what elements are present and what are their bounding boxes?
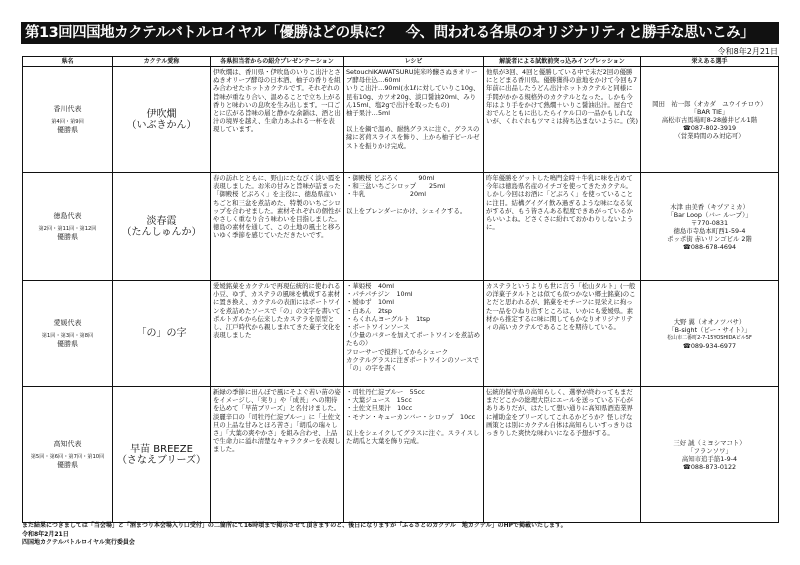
bartender-line: 松山市二番町2-7-15YOSHIDAビル5F	[667, 334, 752, 341]
champion-label: 優勝県	[57, 126, 78, 134]
cocktail-name: 伊吹燗	[146, 108, 177, 120]
champion-label: 優勝県	[57, 461, 78, 469]
presentation-cell: 新緑の季節に田んぼで風にそよぐ若い苗の姿をイメージし、「実り」や「成長」への期待を込めて「早苗ブリーズ」と名付けました。淡麗辛口の「司牡丹仁淀ブルー」に「土佐文旦の上品な甘みとほろ苦さ」「胡瓜の瑞々しさ」「大葉の爽やかさ」を組み合わせ、上品で生命力に溢れ清楚なキャラクターを表現しました。	[211, 387, 344, 523]
cocktail-name: 淡春霞	[146, 215, 177, 227]
recipe-cell	[344, 281, 484, 387]
bartender-line: 岡田 祐一郎（オカダ ユウイチロウ）	[652, 99, 767, 108]
document-date: 令和8年2月21日	[717, 47, 778, 56]
impression-cell: 他県が3回、4回と優勝している中で未だ2回の優勝にとどまる香川県。優勝獲得の意地をかけて今回も7年前に出品したうどん出汁ホットカクテルと同様に手間がかかる規格外のカクテルとなった。しかも今年はより手をかけて熱燗＋いりこ醤油出汁。屋台でおでんとともに出したらイケル口の一品かもしれないが、くれぐれもツマミは持ち込まないように。(笑)	[484, 67, 641, 173]
table-row	[23, 67, 779, 173]
recipe-line	[346, 199, 481, 207]
bartender-line: 「B-sight（ビー・サイト）」	[668, 325, 751, 334]
champion-label: 優勝県	[57, 233, 78, 241]
bartender-line: ☎088-678-4694	[682, 242, 737, 251]
recipe-line: フローサーで撹拌してからシェーク	[346, 347, 449, 356]
table-row	[23, 173, 779, 281]
cocktail-table	[22, 56, 779, 523]
recipe-line: ・白あん 2tsp	[346, 306, 392, 315]
recipe-line: ・牛乳 20ml	[346, 190, 427, 199]
bartender-cell	[641, 173, 779, 281]
bartender-line: ポッポ街 赤いリンゴビル 2階	[667, 234, 752, 243]
prefecture-name: 徳島代表	[53, 211, 82, 220]
table-header	[23, 57, 779, 67]
cocktail-name-cell	[113, 173, 211, 281]
recipe-line: ・華姫桜 40ml	[346, 282, 395, 290]
cocktail-name-cell	[113, 281, 211, 387]
recipe-line: ・土佐文旦果汁 10cc	[346, 404, 413, 413]
prefecture-name: 高知代表	[53, 439, 82, 448]
recipe-line: ・大葉ジュース 15cc	[346, 396, 412, 405]
recipe-line: いりこ出汁…90ml(水1ℓに対していりこ10g、昆布10g、カツオ20g、淡口醤油20ml、みりん15ml、塩2gで出汁を取ったもの)	[346, 84, 480, 109]
recipe-line: ・モナン・キューカンバー・シロップ 10cc	[346, 412, 476, 421]
bartender-line: 木津 由美香（キヅアミカ）	[670, 202, 749, 211]
recipe-cell	[344, 67, 484, 173]
bartender-cell	[641, 67, 779, 173]
prefecture-cell	[23, 281, 113, 387]
bartender-line: 「フランソワ」	[687, 446, 732, 455]
cocktail-name-cell	[113, 387, 211, 523]
footer-committee: 四国地カクテルバトルロイヤル実行委員会	[22, 539, 135, 546]
bartender-line: ☎088-873-0122	[682, 462, 737, 471]
presentation-cell: 伊吹燗は、香川県・伊吹島のいりこ出汁とさぬきオリーブ酵母の日本酒、柚子の香りを組み合わせたホットカクテルです。それぞれの旨味が重なり合い、温めることで立ち上がる香りと味わいの息吹を生み出します。一口ごとに広がる旨味の層と静かな余韻は、酒と出汁の境界を越え、生命力あふれる一杯を表現しています。	[211, 67, 344, 173]
recipe-line: ・らくれんヨーグルト 1tsp	[346, 314, 431, 323]
recipe-line: ・ポートワインソース	[346, 323, 410, 332]
recipe-line: （少量のバターを加えてポートワインを煮詰めたもの）	[346, 331, 481, 348]
table-row	[23, 281, 779, 387]
recipe-line: カクテルグラスに注ぎポートワインのソースで「の」の字を書く	[346, 355, 479, 373]
prefecture-name: 愛媛代表	[53, 318, 82, 327]
champion-label: 優勝県	[57, 340, 78, 348]
recipe-line: ・和三盆いちごシロップ 25ml	[346, 182, 446, 191]
bartender-line: 徳島市寺島本町西1-59-4	[673, 226, 746, 235]
bartender-line: 「Bar Loop（バー ループ）」	[667, 210, 752, 219]
document-title: 第13回四国地カクテルバトルロイヤル「優勝はどの県に？ 今、問われる各県のオリジナリティと勝手な思いこみ」	[21, 22, 779, 44]
cocktail-name: 早苗 BREEZE	[130, 443, 193, 455]
column-header: 県名	[23, 57, 113, 67]
bartender-line: （営業時間のみ対応可）	[674, 131, 745, 140]
winning-rounds: 第2回・第11回・第12回	[38, 226, 97, 232]
cocktail-name: 「の」の字	[136, 328, 187, 339]
cocktail-name-cell	[113, 67, 211, 173]
impression-cell: 伝統的保守県の高知らしく、選挙が終わってもまだまだどこかの総理大臣にエールを送っている下心がありありだが、はたして想い通りに高知県酒造業界に補助金をブリーズしてこれるかどうか？怪しげな画策とは別にカクテル自体は高知らしいすっきりはっきりした爽快な味わいになる予想がする。	[484, 387, 641, 523]
recipe-line: 以上をシェイクしてグラスに注ぐ。スライスした胡瓜と大葉を飾り完成。	[346, 428, 480, 446]
presentation-cell: 春の訪れとともに、野山にたなびく淡い霞を表現しました。お米の甘みと旨味が詰まった「御殿桜 どぶろく」を主役に、徳島県産いちごと和三盆を煮詰めた、特製のいちごシロップを合わせました。素材それぞれの個性がやさしく重なり合う味わいを目指しました。徳島の素材を通して、この土地の風土と移ろいゆく季節を感じていただきたいです。	[211, 173, 344, 281]
presentation-cell: 愛媛銘菓をカクテルで再現伝統的に使われる小豆、ゆず、カステラの風味を構成する素材に置き換え、カクテルの表面にはポートワインを煮詰めたソースで「の」の文字を書いてポルトガルから伝来したカステラを原型とし、江戸時代から親しまれてきた菓子文化を表現しました	[211, 281, 344, 387]
cocktail-reading: （さなえブリーズ）	[116, 454, 207, 466]
recipe-line: 柚子果汁…5ml	[346, 109, 391, 118]
bartender-line: 三好 誠（ミヨシマコト）	[673, 438, 746, 447]
winning-rounds: 第1回・第3回・第8回	[41, 333, 94, 339]
footer-notice: また結果につきましては「当会場」と「酒まつり本会場入り口受付」の二箇所にて16時頃まで掲示させて頂きますのと、後日になりますが「ふるさとのカクテル 地カクテル」のHPで掲載いたします。	[22, 522, 567, 529]
winning-rounds: 第5回・第6回・第7回・第10回	[30, 454, 105, 460]
winning-rounds: 第4回・第9回	[51, 119, 84, 125]
recipe-line: 以上を鍋で温め、耐熱グラスに注ぐ。グラスの縁に茗荷スライスを飾り、上から柚子ピールゼストを振りかけ完成。	[346, 125, 480, 150]
recipe-line: 以上をブレンダーにかけ、シェイクする。	[346, 206, 467, 215]
footer-date: 令和8年2月21日	[22, 530, 69, 538]
bartender-line: ☎087-802-3919	[682, 123, 737, 132]
recipe-cell	[344, 173, 484, 281]
prefecture-cell	[23, 173, 113, 281]
prefecture-name: 香川代表	[53, 104, 82, 113]
column-header: カクテル愛称	[113, 57, 211, 67]
column-header: 各県担当者からの紹介プレゼンテーション	[211, 57, 344, 67]
impression-cell: 昨年優勝をゲットした鳴門金時＋牛乳に味を占めて今年は徳島県名産のイチゴを使ってきたカクテル。しかし今回はお酒に「どぶろく」を使っていることに注目。結構グイグイ飲み過ぎるような味になる気がするが、もう皆さんある程度できあがっているからいいよね。どさくさに紛れておかわりしないように。	[484, 173, 641, 281]
bartender-cell	[641, 281, 779, 387]
recipe-line	[346, 421, 481, 429]
bartender-line: 〒770-0831	[690, 218, 729, 227]
recipe-line: ・司牡丹仁淀ブルー 55cc	[346, 388, 425, 396]
cocktail-reading: （いぶきかん）	[126, 119, 197, 131]
bartender-line: 「BAR TIE」	[690, 107, 729, 116]
recipe-line: SetouchiKAWATSURU純米吟醸さぬきオリーブ酵母仕込…60ml	[346, 68, 478, 85]
recipe-line: ・御殿桜 どぶろく 90ml	[346, 174, 435, 182]
impression-cell: カステラというよりも世に言う「松山タルト」(一般の洋菓子タルトとは似ても似つかない郷土銘菓)のことだと思われるが、銘菓をモチーフに見栄えに拘った一品をひねり出すところは、いかにも愛媛県。素材から推定するに味に関してもかなりオリジナリティの高いカクテルであることを期待している。	[484, 281, 641, 387]
footer-notes	[22, 522, 567, 548]
prefecture-cell	[23, 67, 113, 173]
recipe-line: ・パチパチジン 10ml	[346, 290, 413, 299]
bartender-line: 大野 翼（オオノツバサ）	[673, 317, 746, 326]
column-header: 解説者による試飲前突っ込みインプレッション	[484, 57, 641, 67]
cocktail-reading: （たんしゅんか）	[121, 226, 202, 238]
prefecture-cell	[23, 387, 113, 523]
column-header: 栄えある選手	[641, 57, 779, 67]
table-row	[23, 387, 779, 523]
bartender-line: ☎089-934-6977	[682, 341, 737, 350]
bartender-cell	[641, 387, 779, 523]
bartender-line: 高知市追手筋1-9-4	[681, 454, 738, 463]
column-header: レシピ	[344, 57, 484, 67]
bartender-line: 高松市古馬場町8-28藤井ビル1階	[661, 115, 758, 124]
recipe-line: ・媛ゆず 10ml	[346, 298, 395, 307]
recipe-cell	[344, 387, 484, 523]
